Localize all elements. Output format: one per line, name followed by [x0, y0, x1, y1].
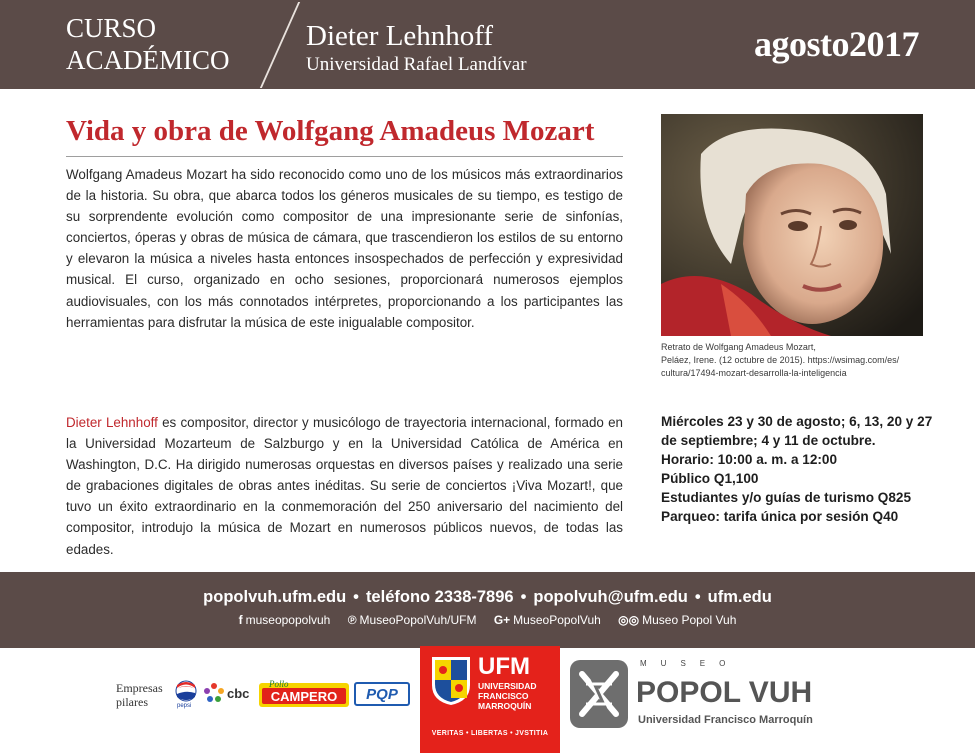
- separator-dot: •: [694, 588, 701, 606]
- cbc-wordmark: cbc: [227, 686, 250, 701]
- caption-line-1: Retrato de Wolfgang Amadeus Mozart,: [661, 342, 816, 352]
- social-label: museopopolvuh: [245, 613, 331, 627]
- email-link[interactable]: popolvuh@ufm.edu: [533, 588, 688, 606]
- pepsi-wordmark: pepsi: [177, 703, 192, 709]
- pepsi-logo-icon: [175, 680, 197, 702]
- popol-vuh-emblem-icon: [570, 660, 628, 728]
- portrait-illustration: [661, 114, 923, 336]
- sponsors-label-line-1: Empresas: [116, 681, 163, 695]
- separator-dot: •: [353, 588, 359, 606]
- pinterest-icon: ℗: [347, 613, 357, 627]
- tripadvisor-icon: ◎◎: [618, 613, 640, 627]
- ufm-shield-icon: [430, 655, 472, 707]
- course-label: [66, 12, 230, 76]
- schedule-dates: Miércoles 23 y 30 de agosto; 6, 13, 20 y 27 de septiembre; 4 y 11 de octubre.: [661, 414, 933, 448]
- header-band: [0, 0, 975, 89]
- schedule-hours: Horario: 10:00 a. m. a 12:00: [661, 452, 838, 467]
- social-links: [0, 612, 975, 628]
- contact-band: [0, 572, 975, 648]
- campero-wordmark: CAMPERO: [270, 689, 338, 704]
- website-link[interactable]: popolvuh.ufm.edu: [203, 588, 347, 606]
- ufm-logo: [420, 646, 560, 753]
- ufm-line-1: UNIVERSIDAD: [478, 681, 537, 691]
- schedule-info: [661, 412, 941, 526]
- course-line-1: CURSO: [66, 13, 157, 43]
- ufm-title: UFM: [478, 653, 530, 680]
- pollo-campero-logo: [259, 679, 349, 709]
- pqp-logo: [354, 682, 410, 706]
- social-google-plus[interactable]: [494, 612, 601, 628]
- social-facebook[interactable]: [239, 612, 331, 628]
- speaker-name: Dieter Lehnhoff: [306, 20, 494, 52]
- social-tripadvisor[interactable]: [618, 612, 736, 628]
- ufm-line-2: FRANCISCO: [478, 691, 529, 701]
- popol-vuh-subtitle: Universidad Francisco Marroquín: [638, 714, 813, 726]
- speaker-bio: [66, 412, 623, 560]
- title-divider: [66, 156, 623, 157]
- ufm-motto: VERITAS • LIBERTAS • JVSTITIA: [431, 730, 549, 737]
- ufm-line-3: MARROQUÍN: [478, 701, 532, 711]
- ufm-link[interactable]: ufm.edu: [707, 588, 772, 606]
- header-divider: [260, 2, 300, 88]
- bio-speaker-name: Dieter Lehnhoff: [66, 415, 158, 430]
- social-label: MuseoPopolVuh: [513, 613, 601, 627]
- popol-museo-label: MUSEO: [640, 659, 740, 668]
- course-line-2: ACADÉMICO: [66, 45, 230, 75]
- student-price: Estudiantes y/o guías de turismo Q825: [661, 490, 912, 505]
- sponsors-label: [116, 681, 163, 709]
- mozart-portrait-image: [661, 114, 923, 336]
- public-price: Público Q1,100: [661, 471, 759, 486]
- separator-dot: •: [520, 588, 527, 606]
- portrait-caption: [661, 341, 923, 380]
- course-date: agosto2017: [754, 24, 919, 64]
- social-label: MuseoPopolVuh/UFM: [359, 613, 477, 627]
- pqp-wordmark: PQP: [366, 686, 398, 703]
- speaker-institution: Universidad Rafael Landívar: [306, 54, 527, 75]
- popol-vuh-title: POPOL VUH: [636, 676, 813, 709]
- caption-line-3: cultura/17494-mozart-desarrolla-la-inteligencia: [661, 368, 847, 378]
- social-label: Museo Popol Vuh: [642, 613, 737, 627]
- bio-text: es compositor, director y musicólogo de trayectoria internacional, formado en la Universidad Mozarteum de Salzburgo y en la Universidad Católica de América en Washington, D.C. Ha dirigido numerosas orquestas en diversos países y realizado una serie de grabaciones digitales de obras antes inéditas. Su serie de conciertos ¡Viva Mozart!, que tuvo un éxito extraordinario en la conmemoración del 250 aniversario del nacimiento del compositor, introdujo la música de Mozart en numerosos públicos nuevos, de todas las edades.: [66, 415, 623, 557]
- facebook-icon: f: [238, 613, 243, 627]
- contact-line: [0, 586, 975, 608]
- campero-small-text: Pollo: [269, 679, 289, 689]
- phone-number: teléfono 2338-7896: [365, 588, 514, 606]
- course-description: Wolfgang Amadeus Mozart ha sido reconocido como uno de los músicos más extraordinarios de la historia. Su obra, que abarca todos los géneros musicales de su tiempo, es testigo de su sorprendente evolución como compositor de una impresionante serie de sinfonías, conciertos, óperas y obras de música de cámara, que trascendieron los estilos de su entorno y elevaron la música a niveles hasta entonces insospechados de perfección y expresividad musical. El curso, organizado en ocho sesiones, proporcionará numerosos ejemplos audiovisuales, con los más connotados intérpretes, proporcionando a los participantes las herramientas para disfrutar la música de este inigualable compositor.: [66, 167, 623, 330]
- page-title: Vida y obra de Wolfgang Amadeus Mozart: [66, 115, 595, 147]
- google-plus-icon: G+: [493, 613, 511, 627]
- sponsors-label-line-2: pilares: [116, 695, 148, 709]
- parking-price: Parqueo: tarifa única por sesión Q40: [661, 509, 899, 524]
- caption-line-2: Peláez, Irene. (12 octubre de 2015). https://wsimag.com/es/: [661, 355, 900, 365]
- cbc-star-icon: [203, 682, 225, 704]
- social-pinterest[interactable]: [348, 612, 477, 628]
